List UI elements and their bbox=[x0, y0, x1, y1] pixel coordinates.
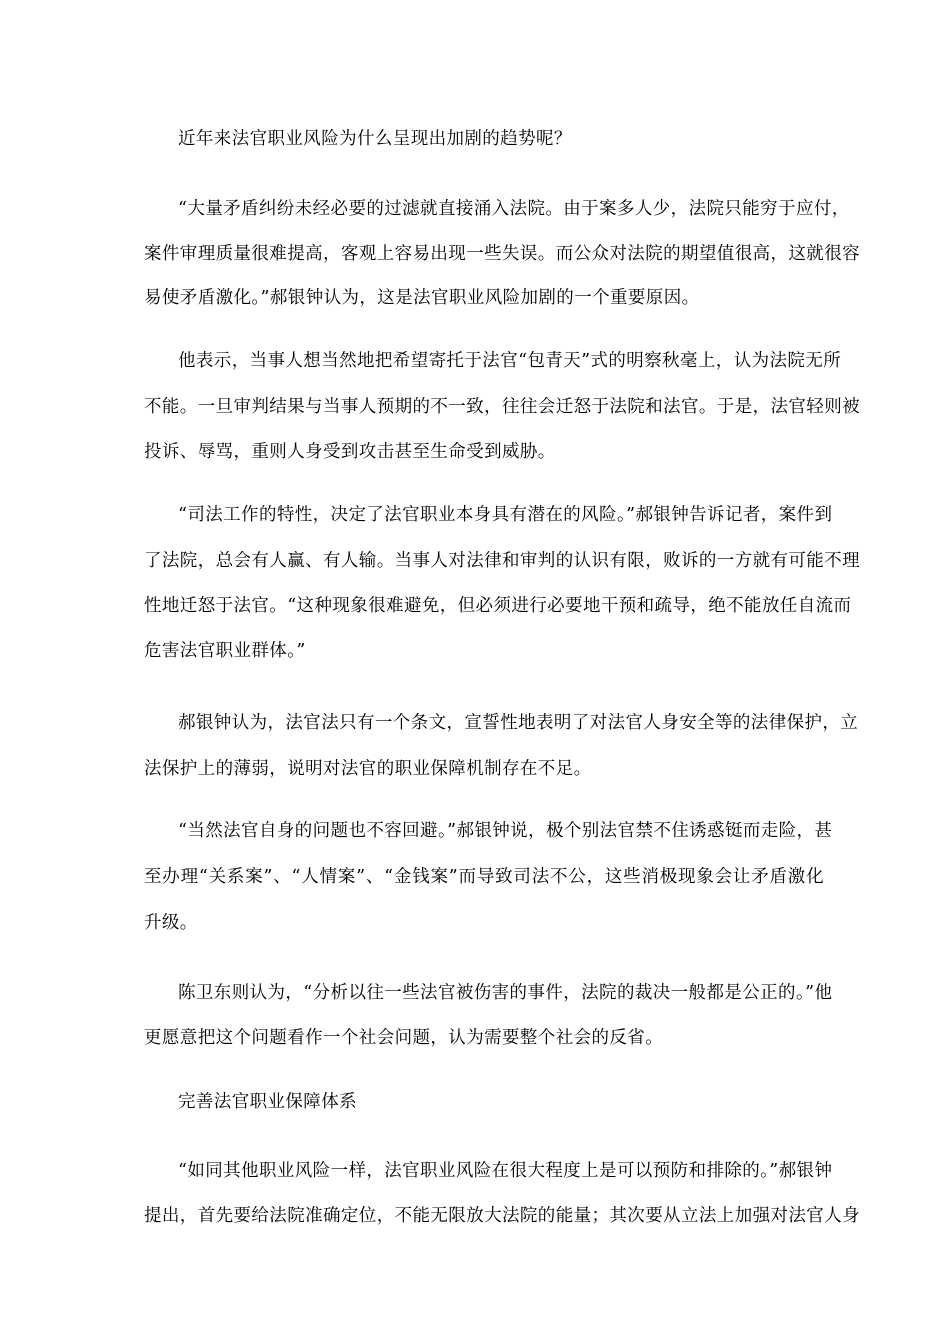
paragraph-line: 郝银钟认为，法官法只有一个条文，宣誓性地表明了对法官人身安全等的法律保护，立 bbox=[178, 713, 859, 733]
paragraph-line: 提出，首先要给法院准确定位，不能无限放大法院的能量；其次要从立法上加强对法官人身 bbox=[144, 1206, 860, 1226]
paragraph-line: “如同其他职业风险一样，法官职业风险在很大程度上是可以预防和排除的。”郝银钟 bbox=[178, 1161, 833, 1181]
paragraph-line: 易使矛盾激化。”郝银钟认为，这是法官职业风险加剧的一个重要原因。 bbox=[144, 288, 700, 308]
paragraph-line: 案件审理质量很难提高，客观上容易出现一些失误。而公众对法院的期望值很高，这就很容 bbox=[144, 244, 860, 264]
paragraph-line: 法保护上的薄弱，说明对法官的职业保障机制存在不足。 bbox=[144, 759, 592, 779]
subheading-why-risk-increasing: 近年来法官职业风险为什么呈现出加剧的趋势呢？ bbox=[178, 129, 572, 149]
subheading-improve-protection-system: 完善法官职业保障体系 bbox=[178, 1092, 357, 1112]
paragraph-line: 投诉、辱骂，重则人身受到攻击甚至生命受到威胁。 bbox=[144, 442, 556, 462]
paragraph-line: 危害法官职业群体。” bbox=[144, 641, 306, 661]
paragraph-line: 升级。 bbox=[144, 913, 198, 933]
paragraph-line: “司法工作的特性，决定了法官职业本身具有潜在的风险。”郝银钟告诉记者，案件到 bbox=[178, 505, 833, 525]
paragraph-line: 更愿意把这个问题看作一个社会问题，认为需要整个社会的反省。 bbox=[144, 1028, 664, 1048]
paragraph-line: 性地迁怒于法官。“这种现象很难避免，但必须进行必要地干预和疏导，绝不能放任自流而 bbox=[144, 596, 852, 616]
paragraph-line: 至办理“关系案”、“人情案”、“金钱案”而导致司法不公，这些消极现象会让矛盾激化 bbox=[144, 867, 824, 887]
paragraph-line: 陈卫东则认为，“分析以往一些法官被伤害的事件，法院的裁决一般都是公正的。”他 bbox=[178, 983, 833, 1003]
paragraph-line: 他表示，当事人想当然地把希望寄托于法官“包青天”式的明察秋毫上，认为法院无所 bbox=[178, 351, 842, 371]
paragraph-line: 不能。一旦审判结果与当事人预期的不一致，往往会迁怒于法院和法官。于是，法官轻则被 bbox=[144, 397, 860, 417]
paragraph-line: 了法院，总会有人赢、有人输。当事人对法律和审判的认识有限，败诉的一方就有可能不理 bbox=[144, 551, 860, 571]
paragraph-line: “当然法官自身的问题也不容回避。”郝银钟说，极个别法官禁不住诱惑铤而走险，甚 bbox=[178, 821, 833, 841]
paragraph-line: “大量矛盾纠纷未经必要的过滤就直接涌入法院。由于案多人少，法院只能穷于应付， bbox=[178, 199, 850, 219]
